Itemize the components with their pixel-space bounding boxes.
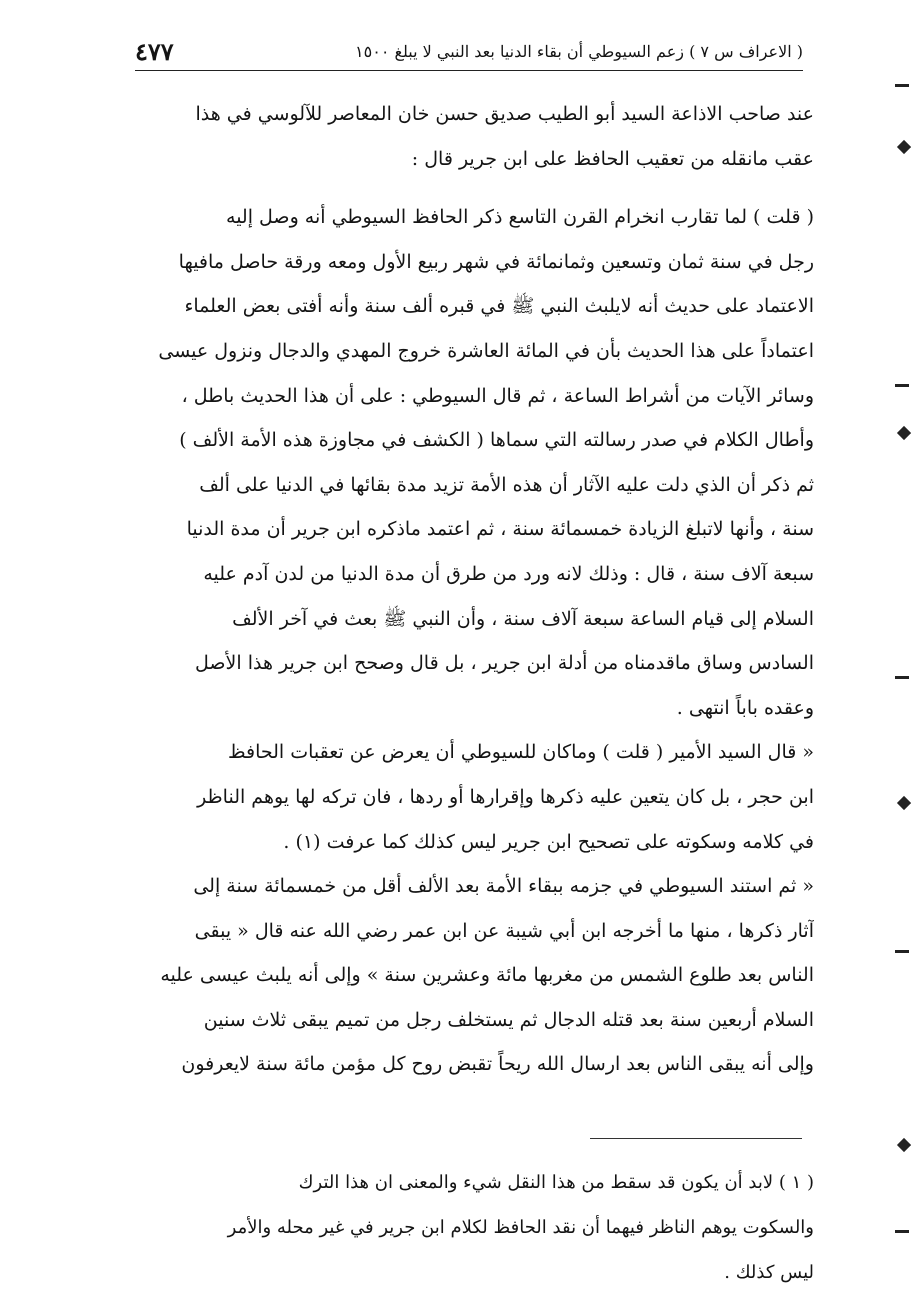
margin-mark	[895, 676, 909, 679]
footnote-line: ( ١ ) لابد أن يكون قد سقط من هذا النقل شيء والمعنى ان هذا الترك	[298, 1172, 814, 1193]
margin-mark	[895, 1230, 909, 1233]
text-line: آثار ذكرها ، منها ما أخرجه ابن أبي شيبة عن ابن عمر رضي الله عنه قال « يبقى	[194, 919, 814, 942]
text-line: عند صاحب الاذاعة السيد أبو الطيب صديق حسن خان المعاصر للآلوسي في هذا	[195, 103, 814, 125]
footnote-line: والسكوت يوهم الناظر فيهما أن نقد الحافظ لكلام ابن جرير في غير محله والأمر	[227, 1217, 814, 1238]
text-line: رجل في سنة ثمان وتسعين وثمانمائة في شهر ربيع الأول ومعه ورقة حاصل مافيها	[178, 250, 814, 273]
margin-mark	[897, 426, 911, 440]
margin-mark	[897, 796, 911, 810]
text-line: الناس بعد طلوع الشمس من مغربها مائة وعشرين سنة » وإلى أنه يلبث عيسى عليه	[160, 964, 814, 987]
text-line: وأطال الكلام في صدر رسالته التي سماها ( الكشف في مجاوزة هذه الأمة الألف )	[179, 429, 814, 452]
text-line: وعقده باباً انتهى .	[676, 696, 814, 719]
text-line: ( قلت ) لما تقارب انخرام القرن التاسع ذكر الحافظ السيوطي أنه وصل إليه	[226, 206, 814, 229]
margin-mark	[895, 384, 909, 387]
margin-mark	[895, 950, 909, 953]
text-line: اعتماداً على هذا الحديث بأن في المائة العاشرة خروج المهدي والدجال ونزول عيسى	[158, 339, 814, 362]
footnote-divider	[590, 1138, 802, 1139]
footnote	[128, 1160, 814, 1295]
margin-mark	[897, 1138, 911, 1152]
running-head: ( الاعراف س ٧ ) زعم السيوطي أن بقاء الدنيا بعد النبي لا يبلغ ١٥٠٠	[355, 41, 803, 61]
text-line: « ثم استند السيوطي في جزمه ببقاء الأمة بعد الألف أقل من خمسمائة سنة إلى	[193, 875, 814, 898]
footnote-line: ليس كذلك .	[724, 1262, 814, 1283]
text-line: في كلامه وسكوته على تصحيح ابن جرير ليس كذلك كما عرفت (١) .	[283, 830, 814, 853]
page-header	[135, 32, 803, 71]
text-line: السادس وساق ماقدمناه من أدلة ابن جرير ، بل قال وصحح ابن جرير هذا الأصل	[195, 652, 814, 675]
text-line: الاعتماد على حديث أنه لايلبث النبي ﷺ في قبره ألف سنة وأنه أفتى بعض العلماء	[184, 295, 814, 318]
main-text	[128, 92, 814, 1087]
text-line: « قال السيد الأمير ( قلت ) وماكان للسيوطي أن يعرض عن تعقبات الحافظ	[227, 741, 814, 764]
text-line: ثم ذكر أن الذي دلت عليه الآثار أن هذه الأمة تزيد مدة بقائها في الدنيا على ألف	[199, 473, 814, 496]
margin-mark	[897, 140, 911, 154]
margin-mark	[895, 84, 909, 87]
text-line: السلام أربعين سنة بعد قتله الدجال ثم يستخلف رجل من تميم يبقى ثلاث سنين	[203, 1008, 814, 1031]
text-line: وإلى أنه يبقى الناس بعد ارسال الله ريحاً تقبض روح كل مؤمن مائة سنة لايعرفون	[181, 1053, 814, 1076]
text-line: وسائر الآيات من أشراط الساعة ، ثم قال السيوطي : على أن هذا الحديث باطل ،	[181, 384, 814, 407]
text-line: السلام إلى قيام الساعة سبعة آلاف سنة ، وأن النبي ﷺ بعث في آخر الألف	[232, 607, 814, 630]
text-line: سنة ، وأنها لاتبلغ الزيادة خمسمائة سنة ، ثم اعتمد ماذكره ابن جرير أن مدة الدنيا	[186, 518, 814, 541]
text-line: سبعة آلاف سنة ، قال : وذلك لانه ورد من طرق أن مدة الدنيا من لدن آدم عليه	[203, 562, 814, 585]
text-line: عقب مانقله من تعقيب الحافظ على ابن جرير قال :	[411, 147, 814, 170]
text-line: ابن حجر ، بل كان يتعين عليه ذكرها وإقرارها أو ردها ، فان تركه لها يوهم الناظر	[197, 785, 814, 808]
page-number: ٤٧٧	[135, 36, 174, 66]
